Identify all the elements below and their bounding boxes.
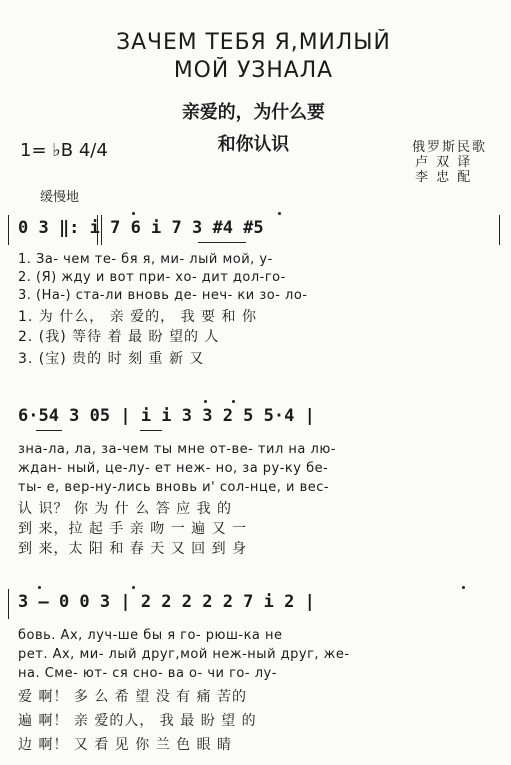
lyric-ru-verse-1: зна-ла, ла, за-чем ты мне от-ве- тил на лю- (18, 442, 336, 457)
key-signature: 1= ♭B 4/4 (20, 140, 108, 161)
notation-system-2: 6·54 3 05 | i i 3 3 2 5 5·4 | (18, 406, 315, 426)
barline (8, 215, 9, 245)
credit-source: 俄罗斯民歌 (412, 140, 488, 155)
barline (8, 589, 9, 619)
high-octave-dot (132, 212, 135, 215)
tempo-marking: 缓慢地 (40, 190, 80, 205)
beam-line (36, 430, 62, 431)
lyric-ru-verse-1: бовь. Ах, луч-ше бы я го- рюш-ка не (18, 628, 283, 643)
notation-system-3: 3 — 0 0 3 | 2 2 2 2 2 7 i 2 | (18, 592, 315, 612)
lyric-cn-verse-2: 遍 啊！ 亲 爱的人， 我 最 盼 望 的 (18, 713, 257, 729)
notation-system-1: 0 3 ‖: i 7 6 i 7 3 #4 #5 (18, 218, 264, 238)
high-octave-dot (204, 400, 207, 403)
high-octave-dot (132, 586, 135, 589)
lyric-ru-verse-3: на. Сме- ют- ся сно- ва о- чи го- лу- (18, 666, 277, 681)
lyric-cn-verse-1: 认 识？ 你 为 什 么 答 应 我 的 (18, 501, 233, 517)
title-russian-line2: МОЙ УЗНАЛА (173, 58, 334, 83)
lyric-cn-verse-3: 边 啊！ 又 看 见 你 兰 色 眼 睛 (18, 737, 233, 753)
lyric-cn-verse-3: 到 来，太 阳 和 春 天 又 回 到 身 (18, 541, 248, 557)
lyric-ru-verse-3: 3. (На-) ста-ли вновь де- нeч- ки зо- ло- (18, 288, 308, 303)
high-octave-dot (38, 586, 41, 589)
lyric-cn-verse-1: 爱 啊！ 多 么 希 望 没 有 痛 苦的 (18, 689, 248, 705)
high-octave-dot (462, 586, 465, 589)
title-chinese-line2: 和你认识 (217, 134, 290, 155)
beam-line (198, 242, 246, 243)
lyric-ru-verse-3: ты- е, вер-ну-лись вновь и' сол-нце, и вес- (18, 480, 330, 495)
lyric-cn-verse-2: 2. (我) 等待 着 最 盼 望的 人 (18, 329, 220, 345)
lyric-ru-verse-1: 1. За- чем те- бя я, ми- лый мой, у- (18, 252, 273, 267)
high-octave-dot (232, 400, 235, 403)
barline (499, 215, 500, 245)
lyric-cn-verse-1: 1. 为 什么， 亲 爱的， 我 要 和 你 (18, 309, 257, 325)
repeat-barline (101, 215, 102, 245)
high-octave-dot (278, 212, 281, 215)
repeat-barline (97, 215, 98, 245)
lyric-ru-verse-2: 2. (Я) жду и вот при- хо- дит дол-го- (18, 270, 286, 285)
beam-line (140, 430, 162, 431)
title-russian-line1: ЗАЧЕМ ТЕБЯ Я,МИЛЫЙ (116, 30, 391, 55)
credit-translator: 卢 双 译 (415, 155, 473, 170)
lyric-ru-verse-2: рет. Ах, ми- лый друг,мой неж-ный друг, же- (18, 647, 350, 662)
lyric-ru-verse-2: ждан- ный, це-лу- ет неж- но, за ру-ку бе- (18, 461, 329, 476)
title-chinese-line1: 亲爱的，为什么要 (182, 102, 325, 123)
lyric-cn-verse-2: 到 来，拉 起 手 亲 吻 一 遍 又 一 (18, 521, 248, 537)
credit-arranger: 李 忠 配 (415, 170, 473, 185)
lyric-cn-verse-3: 3. (宝) 贵的 时 刻 重 新 又 (18, 351, 205, 367)
